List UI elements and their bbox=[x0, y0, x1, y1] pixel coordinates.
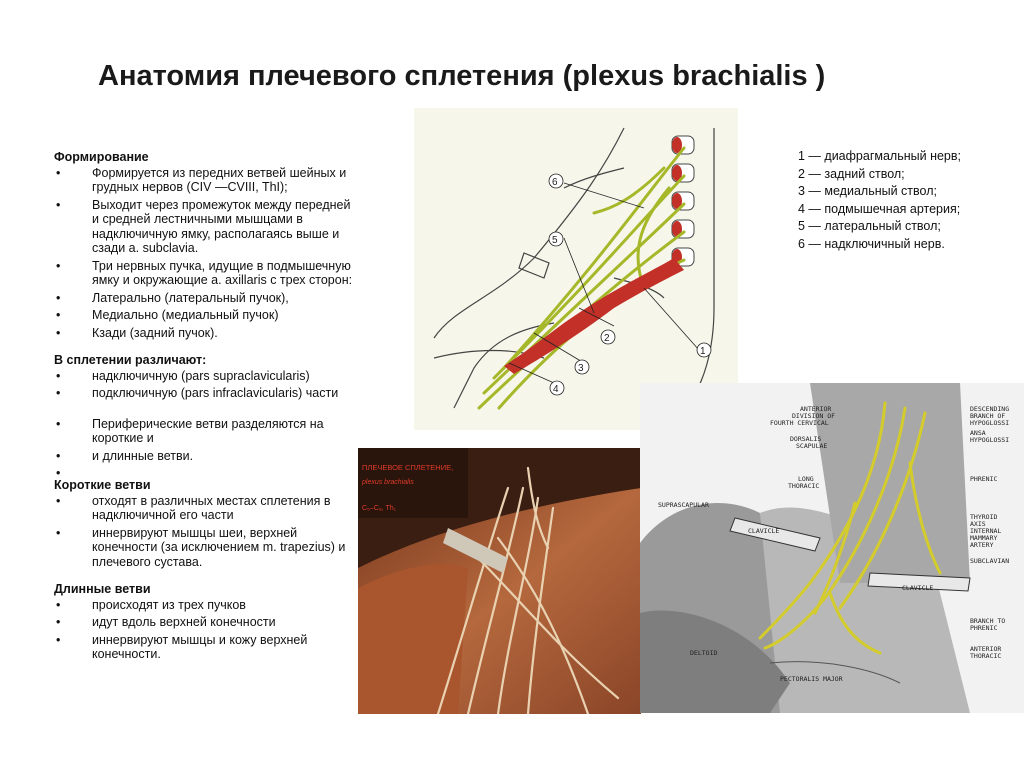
engraving-label: ANSA bbox=[970, 429, 986, 437]
engraving-label: MAMMARY bbox=[970, 534, 998, 542]
engraving-label: SCAPULAE bbox=[796, 442, 828, 450]
engraving-label: PECTORALIS MAJOR bbox=[780, 675, 843, 683]
list-item: • Периферические ветви разделяются на короткие и bbox=[54, 417, 362, 446]
engraving-label: FOURTH CERVICAL bbox=[770, 419, 829, 427]
list-item: • идут вдоль верхней конечности bbox=[54, 615, 359, 630]
list-item: • отходят в различных местах сплетения в надключичной его части bbox=[54, 494, 359, 523]
engraving-figure bbox=[640, 383, 1024, 713]
specimen-caption: C₅–C₈, Th₁ bbox=[362, 505, 397, 512]
engraving-label: LONG bbox=[798, 475, 814, 483]
engraving-label: BRANCH OF bbox=[970, 412, 1006, 420]
list-item: • надключичную (pars supraclavicularis) bbox=[54, 369, 359, 384]
list-item: • происходят из трех пучков bbox=[54, 598, 359, 613]
engraving-label: THYROID bbox=[970, 513, 998, 521]
engraving-label: ANTERIOR bbox=[800, 405, 832, 413]
engraving-label: DIVISION OF bbox=[792, 412, 836, 420]
callout-number: 5 bbox=[552, 235, 558, 246]
list-item: • Латерально (латеральный пучок), bbox=[54, 291, 359, 306]
engraving-label: PHRENIC bbox=[970, 475, 998, 483]
engraving-label: DESCENDING bbox=[970, 405, 1010, 413]
list-item: • иннервируют мышцы и кожу верхней конечности. bbox=[54, 633, 359, 662]
legend-item: 1 — диафрагмальный нерв; bbox=[798, 149, 961, 163]
engraving-label: CLAVICLE bbox=[902, 584, 934, 592]
short-heading: Короткие ветви bbox=[54, 478, 151, 492]
engraving-label: DORSALIS bbox=[790, 435, 822, 443]
engraving-label: AXIS bbox=[970, 520, 986, 528]
legend-item: 5 — латеральный ствол; bbox=[798, 219, 941, 233]
page-title: Анатомия плечевого сплетения (plexus brachialis ) bbox=[98, 60, 826, 92]
long-heading: Длинные ветви bbox=[54, 582, 151, 596]
engraving-label: SUPRASCAPULAR bbox=[658, 501, 709, 509]
figure-legend bbox=[798, 148, 961, 253]
legend-item: 3 — медиальный ствол; bbox=[798, 184, 937, 198]
engraving-label: THORACIC bbox=[970, 652, 1002, 660]
list-item: • иннервируют мышцы шеи, верхней конечности (за исключением m. trapezius) и плечевого сустава. bbox=[54, 526, 359, 570]
callout-number: 2 bbox=[604, 333, 610, 344]
legend-item: 4 — подмышечная артерия; bbox=[798, 201, 961, 216]
list-item: • Три нервных пучка, идущие в подмышечную ямку и окружающие a. axillaris с трех сторон: bbox=[54, 259, 359, 288]
list-item: • и длинные ветви. bbox=[54, 449, 359, 464]
list-item: • Медиально (медиальный пучок) bbox=[54, 308, 359, 323]
specimen-caption: plexus brachialis bbox=[362, 479, 414, 486]
list-item: • Кзади (задний пучок). bbox=[54, 326, 359, 341]
engraving-label: ANTERIOR bbox=[970, 645, 1002, 653]
list-item: • Выходит через промежуток между передней и средней лестничными мышцами в надключичную ямку, располагаясь выше и сзади a. subclavia. bbox=[54, 198, 359, 256]
specimen-photo-figure bbox=[358, 448, 641, 714]
text-column bbox=[54, 150, 359, 665]
engraving-label: INTERNAL bbox=[970, 527, 1002, 535]
legend-item: 2 — задний ствол; bbox=[798, 166, 905, 181]
engraving-label: PHRENIC bbox=[970, 624, 998, 632]
callout-number: 1 bbox=[700, 346, 706, 357]
specimen-caption: ПЛЕЧЕВОЕ СПЛЕТЕНИЕ, bbox=[362, 463, 454, 472]
legend-item: 6 — надключичный нерв. bbox=[798, 236, 945, 251]
list-item: • подключичную (pars infraclavicularis) части bbox=[54, 386, 359, 401]
engraving-label: HYPOGLOSSI bbox=[970, 419, 1010, 427]
parts-heading: В сплетении различают: bbox=[54, 353, 207, 367]
plexus-schematic-figure bbox=[414, 108, 738, 430]
callout-number: 3 bbox=[578, 363, 584, 374]
callout-number: 4 bbox=[553, 384, 559, 395]
engraving-label: THORACIC bbox=[788, 482, 820, 490]
formation-heading: Формирование bbox=[54, 150, 149, 164]
engraving-label: HYPOGLOSSI bbox=[970, 436, 1010, 444]
engraving-label: DELTOID bbox=[690, 649, 718, 657]
callout-number: 6 bbox=[552, 177, 558, 188]
engraving-label: CLAVICLE bbox=[748, 527, 780, 535]
list-item: • Формируется из передних ветвей шейных и грудных нервов (CIV —CVIII, ThI); bbox=[54, 166, 359, 195]
engraving-label: ARTERY bbox=[970, 541, 994, 549]
list-item bbox=[54, 466, 359, 478]
engraving-label: SUBCLAVIAN bbox=[970, 557, 1010, 565]
engraving-label: BRANCH TO bbox=[970, 617, 1006, 625]
